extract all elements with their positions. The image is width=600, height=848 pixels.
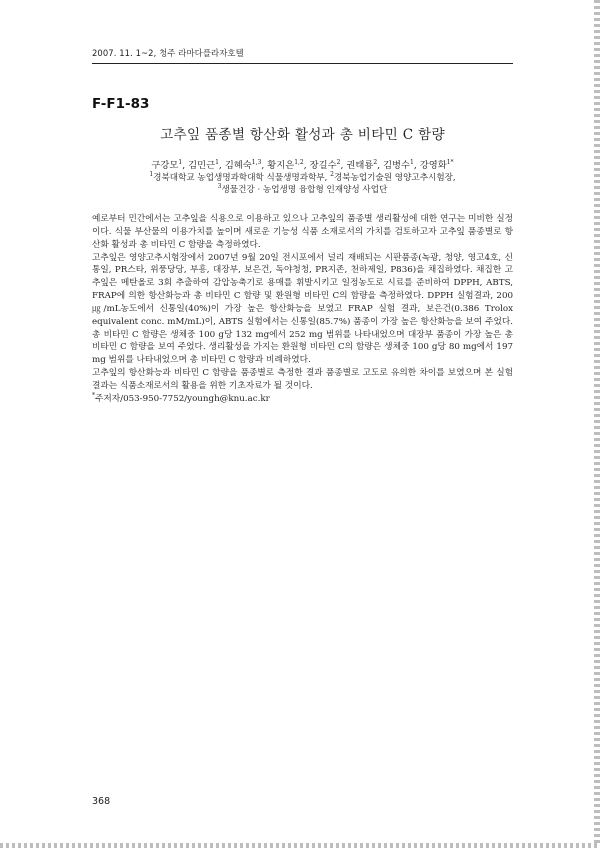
affiliation-marker: 1: [149, 171, 154, 178]
author-affiliation-marker: 1,3: [251, 159, 262, 166]
author-name: 김병수: [383, 160, 411, 171]
page-number: 368: [92, 796, 111, 807]
author-name: 장길수: [309, 160, 337, 171]
header-rule: [92, 63, 513, 64]
author-name: 구강모: [151, 160, 179, 171]
affiliation-line-2: [92, 183, 513, 195]
abstract-body: [92, 213, 513, 406]
correspondence-marker: *: [92, 391, 95, 399]
author-affiliation-marker: 1*: [446, 159, 454, 166]
author: [188, 160, 219, 171]
correspondence-text: 주저자/053-950-7752/youngh@knu.ac.kr: [95, 393, 270, 404]
affiliation-marker: 2: [330, 171, 334, 178]
author-name: 강영화: [419, 160, 447, 171]
author-affiliation-marker: 2: [373, 159, 378, 166]
author: [383, 160, 414, 171]
author: [225, 160, 262, 171]
author: [420, 160, 454, 171]
running-head: 2007. 11. 1~2, 청주 라마다플라자호텔: [92, 48, 244, 58]
author: [267, 160, 304, 171]
author-affiliation-marker: 2: [336, 159, 341, 166]
author: [346, 160, 377, 171]
author-name: 황지은: [267, 160, 295, 171]
author-name: 김혜숙: [224, 160, 252, 171]
abstract-paragraph: 고추잎은 영양고추시험장에서 2007년 9월 20일 전시포에서 널리 재배되는 시판품종(녹광, 청양, 영고4호, 신통일, PR스타, 위풍당당, 부흥, 대장부, 보은건, 독야청청, PR지존, 천하제일, P836)을 채집하였다. 채집한 고추잎은 메탄올로 3회 추출하여 감압농축기로 용매를 휘발시키고 일정농도로 시료를 준비하여 DPPH, ABTS, FRAP에 의한 항산화능과 총 비타민 C 함량 및 환원형 비타민 C의 함량을 측정하였다. DPPH 실험결과, 200 ㎍/mL농도에서 신통일(40%)이 가장 높은 항산화능을 보였고 FRAP 실험 결과, 보은건(0.386 Trolox equivalent conc. mM/mL)이, ABTS 실험에서는 신통일(85.7%) 품종이 가장 높은 항산화능을 보여 주었다. 총 비타민 C 함량은 생체중 100 g당 132 mg에서 252 mg 범위를 나타내었으며 대장부 품종이 가장 높은 총 비타민 C 함량을 보여 주었다. 생리활성을 가지는 환원형 비타민 C의 함량은 생체중 100 g당 80 mg에서 197 mg 범위를 나타내었으며 총 비타민 C 함량과 비례하였다.: [92, 252, 513, 366]
author: [310, 160, 341, 171]
correspondence-note: [92, 393, 513, 406]
scan-edge-bottom: [0, 843, 600, 848]
abstract-paragraph: 고추잎의 항산화능과 비타민 C 함량을 품종별로 측정한 결과 품종별로 고도로 유의한 차이를 보였으며 본 실험 결과는 식품소재로서의 활용을 위한 기초자료가 될 것이다.: [92, 368, 513, 391]
author-list: 구강모$^1$, 김민근$^1$, 김혜숙$^{1,3}$, 황지은$^{1,2}$, 장길수$^2$, 권태룡$^2$, 김병수$^1$, 강영화$^{1*}$: [151, 159, 454, 171]
paper-code: F-F1-83: [92, 96, 150, 112]
affiliation-text: 생물건강 · 농업생명 융합형 인재양성 사업단: [221, 185, 388, 195]
affiliation-text: 경북대학교 농업생명과학대학 식물생명과학부,: [153, 173, 331, 183]
author-affiliation-marker: 1: [215, 159, 219, 166]
affiliation-line-1: [92, 171, 513, 183]
author-affiliation-marker: 1: [410, 159, 414, 166]
author-affiliation-marker: 1: [178, 159, 183, 166]
affiliation-text: 경북농업기술원 영양고추시험장,: [333, 173, 456, 183]
author: [151, 160, 182, 171]
scan-edge-right: [594, 0, 600, 848]
affiliation-marker: 3: [217, 183, 222, 190]
author-name: 김민근: [188, 160, 216, 171]
paper-title: 고추잎 품종별 항산화 활성과 총 비타민 C 함량: [160, 127, 445, 143]
author-name: 권태룡: [346, 160, 374, 171]
abstract-paragraph: 예로부터 민간에서는 고추잎을 식용으로 이용하고 있으나 고추잎의 품종별 생리활성에 대한 연구는 미비한 실정이다. 식물 부산물의 이용가치를 높이며 새로운 기능성 식품 소재로서의 가치를 검토하고자 고추잎 품종별로 항산화 활성과 총 비타민 C 함량을 측정하였다.: [92, 214, 513, 250]
author-affiliation-marker: 1,2: [294, 159, 304, 166]
